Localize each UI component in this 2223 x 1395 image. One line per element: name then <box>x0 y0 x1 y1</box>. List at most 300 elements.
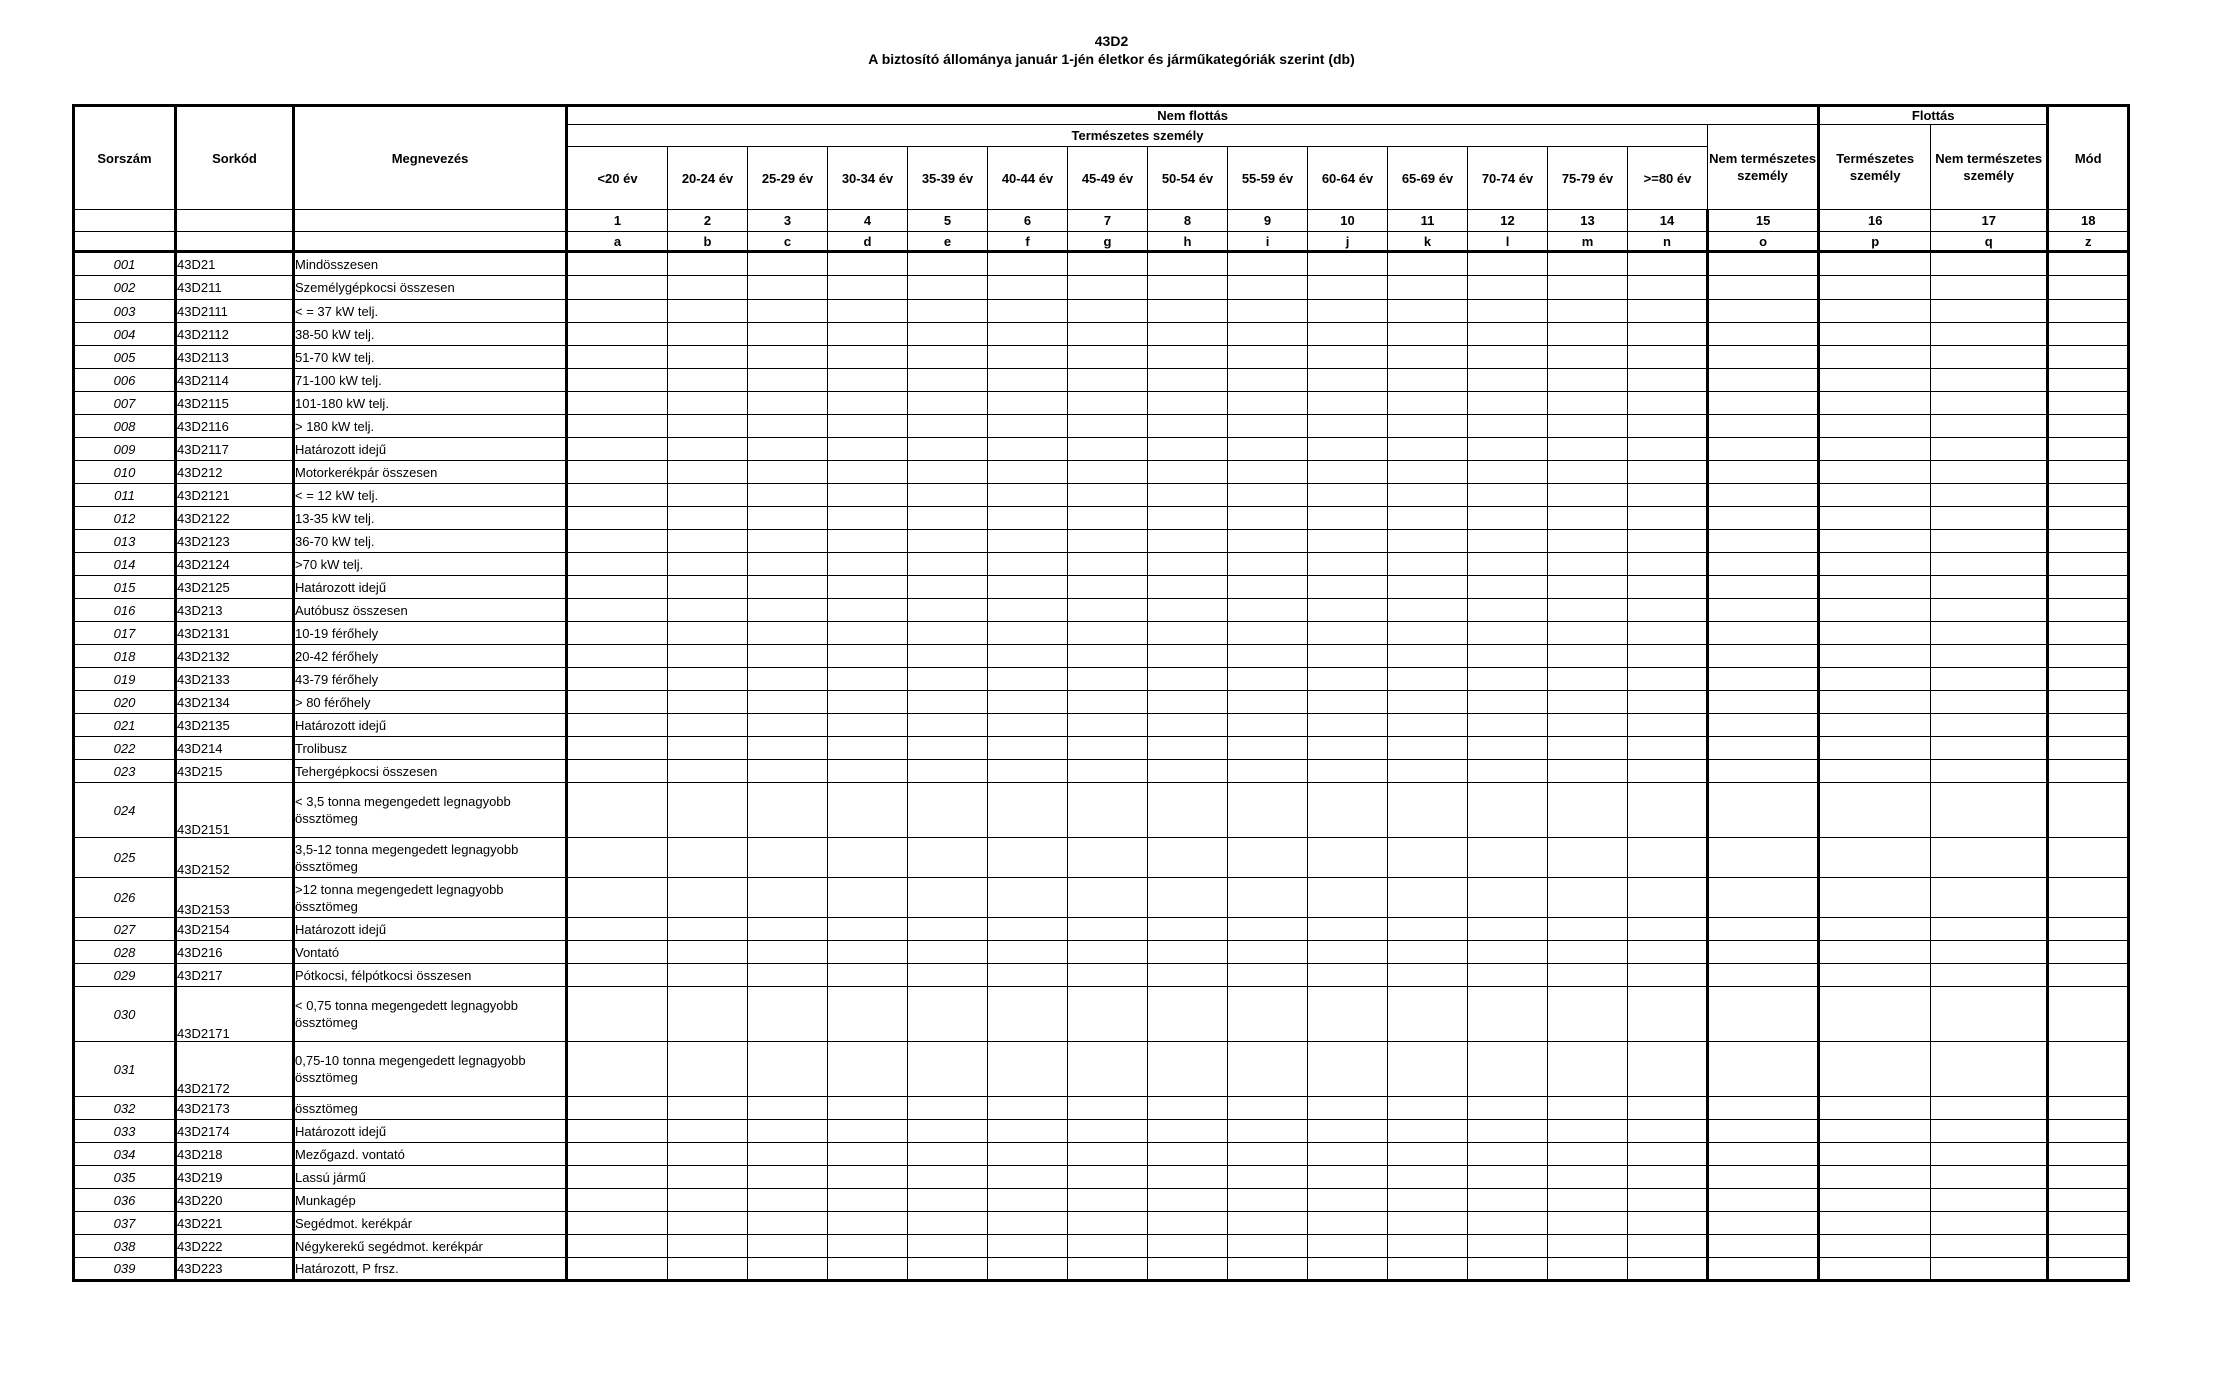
data-cell[interactable] <box>1068 530 1148 553</box>
data-cell[interactable] <box>1468 645 1548 668</box>
data-cell[interactable] <box>668 1042 748 1097</box>
data-cell[interactable] <box>567 878 668 918</box>
data-cell[interactable] <box>1388 438 1468 461</box>
data-cell[interactable] <box>1628 415 1708 438</box>
data-cell[interactable] <box>1931 987 2048 1042</box>
data-cell[interactable] <box>748 1143 828 1166</box>
data-cell[interactable] <box>1308 553 1388 576</box>
data-cell[interactable] <box>1148 484 1228 507</box>
data-cell[interactable] <box>1931 484 2048 507</box>
data-cell[interactable] <box>908 737 988 760</box>
data-cell[interactable] <box>1068 760 1148 783</box>
data-cell[interactable] <box>988 783 1068 838</box>
data-cell[interactable] <box>1548 1258 1628 1281</box>
data-cell[interactable] <box>828 691 908 714</box>
data-cell[interactable] <box>1819 838 1931 878</box>
data-cell[interactable] <box>2048 576 2129 599</box>
data-cell[interactable] <box>1148 599 1228 622</box>
data-cell[interactable] <box>828 878 908 918</box>
data-cell[interactable] <box>2048 1166 2129 1189</box>
data-cell[interactable] <box>2048 438 2129 461</box>
data-cell[interactable] <box>567 507 668 530</box>
data-cell[interactable] <box>988 918 1068 941</box>
data-cell[interactable] <box>668 691 748 714</box>
data-cell[interactable] <box>828 415 908 438</box>
data-cell[interactable] <box>1388 300 1468 323</box>
data-cell[interactable] <box>1708 276 1819 300</box>
data-cell[interactable] <box>1308 878 1388 918</box>
data-cell[interactable] <box>1819 553 1931 576</box>
data-cell[interactable] <box>908 252 988 276</box>
data-cell[interactable] <box>828 760 908 783</box>
data-cell[interactable] <box>1931 622 2048 645</box>
data-cell[interactable] <box>1628 1166 1708 1189</box>
data-cell[interactable] <box>988 507 1068 530</box>
data-cell[interactable] <box>1068 1097 1148 1120</box>
data-cell[interactable] <box>1308 691 1388 714</box>
data-cell[interactable] <box>1148 1189 1228 1212</box>
data-cell[interactable] <box>1548 714 1628 737</box>
data-cell[interactable] <box>1388 964 1468 987</box>
data-cell[interactable] <box>988 438 1068 461</box>
data-cell[interactable] <box>2048 369 2129 392</box>
data-cell[interactable] <box>1931 714 2048 737</box>
data-cell[interactable] <box>1931 252 2048 276</box>
data-cell[interactable] <box>1628 599 1708 622</box>
data-cell[interactable] <box>567 1042 668 1097</box>
data-cell[interactable] <box>828 668 908 691</box>
data-cell[interactable] <box>1628 323 1708 346</box>
data-cell[interactable] <box>1931 691 2048 714</box>
data-cell[interactable] <box>1819 1235 1931 1258</box>
data-cell[interactable] <box>988 599 1068 622</box>
data-cell[interactable] <box>748 964 828 987</box>
data-cell[interactable] <box>1228 783 1308 838</box>
data-cell[interactable] <box>1548 415 1628 438</box>
data-cell[interactable] <box>1708 1120 1819 1143</box>
data-cell[interactable] <box>828 1120 908 1143</box>
data-cell[interactable] <box>1468 1166 1548 1189</box>
data-cell[interactable] <box>748 1120 828 1143</box>
data-cell[interactable] <box>668 838 748 878</box>
data-cell[interactable] <box>1819 783 1931 838</box>
data-cell[interactable] <box>1628 438 1708 461</box>
data-cell[interactable] <box>1819 392 1931 415</box>
data-cell[interactable] <box>1148 1235 1228 1258</box>
data-cell[interactable] <box>1468 438 1548 461</box>
data-cell[interactable] <box>2048 941 2129 964</box>
data-cell[interactable] <box>1228 941 1308 964</box>
data-cell[interactable] <box>1228 1120 1308 1143</box>
data-cell[interactable] <box>988 1166 1068 1189</box>
data-cell[interactable] <box>1388 507 1468 530</box>
data-cell[interactable] <box>828 530 908 553</box>
data-cell[interactable] <box>1468 987 1548 1042</box>
data-cell[interactable] <box>1308 941 1388 964</box>
data-cell[interactable] <box>1819 1143 1931 1166</box>
data-cell[interactable] <box>1708 737 1819 760</box>
data-cell[interactable] <box>748 1235 828 1258</box>
data-cell[interactable] <box>567 576 668 599</box>
data-cell[interactable] <box>1708 622 1819 645</box>
data-cell[interactable] <box>908 622 988 645</box>
data-cell[interactable] <box>1068 252 1148 276</box>
data-cell[interactable] <box>908 878 988 918</box>
data-cell[interactable] <box>1308 415 1388 438</box>
data-cell[interactable] <box>567 987 668 1042</box>
data-cell[interactable] <box>1308 346 1388 369</box>
data-cell[interactable] <box>1308 918 1388 941</box>
data-cell[interactable] <box>748 346 828 369</box>
data-cell[interactable] <box>908 1042 988 1097</box>
data-cell[interactable] <box>567 438 668 461</box>
data-cell[interactable] <box>1388 918 1468 941</box>
data-cell[interactable] <box>1068 1189 1148 1212</box>
data-cell[interactable] <box>828 369 908 392</box>
data-cell[interactable] <box>1228 392 1308 415</box>
data-cell[interactable] <box>988 484 1068 507</box>
data-cell[interactable] <box>828 1166 908 1189</box>
data-cell[interactable] <box>1819 300 1931 323</box>
data-cell[interactable] <box>828 1212 908 1235</box>
data-cell[interactable] <box>1708 1143 1819 1166</box>
data-cell[interactable] <box>2048 1212 2129 1235</box>
data-cell[interactable] <box>1548 276 1628 300</box>
data-cell[interactable] <box>2048 392 2129 415</box>
data-cell[interactable] <box>748 507 828 530</box>
data-cell[interactable] <box>668 252 748 276</box>
data-cell[interactable] <box>1628 878 1708 918</box>
data-cell[interactable] <box>668 1258 748 1281</box>
data-cell[interactable] <box>1708 1258 1819 1281</box>
data-cell[interactable] <box>1548 300 1628 323</box>
data-cell[interactable] <box>1068 553 1148 576</box>
data-cell[interactable] <box>668 737 748 760</box>
data-cell[interactable] <box>567 964 668 987</box>
data-cell[interactable] <box>567 941 668 964</box>
data-cell[interactable] <box>748 941 828 964</box>
data-cell[interactable] <box>1148 760 1228 783</box>
data-cell[interactable] <box>1819 714 1931 737</box>
data-cell[interactable] <box>988 553 1068 576</box>
data-cell[interactable] <box>1548 1212 1628 1235</box>
data-cell[interactable] <box>1819 1189 1931 1212</box>
data-cell[interactable] <box>1628 553 1708 576</box>
data-cell[interactable] <box>1548 941 1628 964</box>
data-cell[interactable] <box>1468 964 1548 987</box>
data-cell[interactable] <box>1548 838 1628 878</box>
data-cell[interactable] <box>988 323 1068 346</box>
data-cell[interactable] <box>908 941 988 964</box>
data-cell[interactable] <box>1148 691 1228 714</box>
data-cell[interactable] <box>1068 622 1148 645</box>
data-cell[interactable] <box>2048 599 2129 622</box>
data-cell[interactable] <box>1819 507 1931 530</box>
data-cell[interactable] <box>2048 691 2129 714</box>
data-cell[interactable] <box>828 461 908 484</box>
data-cell[interactable] <box>1708 323 1819 346</box>
data-cell[interactable] <box>1228 1042 1308 1097</box>
data-cell[interactable] <box>988 714 1068 737</box>
data-cell[interactable] <box>988 346 1068 369</box>
data-cell[interactable] <box>1308 987 1388 1042</box>
data-cell[interactable] <box>1308 392 1388 415</box>
data-cell[interactable] <box>1388 737 1468 760</box>
data-cell[interactable] <box>1308 714 1388 737</box>
data-cell[interactable] <box>1228 530 1308 553</box>
data-cell[interactable] <box>567 1166 668 1189</box>
data-cell[interactable] <box>748 1097 828 1120</box>
data-cell[interactable] <box>668 392 748 415</box>
data-cell[interactable] <box>668 415 748 438</box>
data-cell[interactable] <box>1388 645 1468 668</box>
data-cell[interactable] <box>668 622 748 645</box>
data-cell[interactable] <box>1468 276 1548 300</box>
data-cell[interactable] <box>908 461 988 484</box>
data-cell[interactable] <box>908 599 988 622</box>
data-cell[interactable] <box>748 576 828 599</box>
data-cell[interactable] <box>908 369 988 392</box>
data-cell[interactable] <box>1628 276 1708 300</box>
data-cell[interactable] <box>668 941 748 964</box>
data-cell[interactable] <box>1068 737 1148 760</box>
data-cell[interactable] <box>1708 691 1819 714</box>
data-cell[interactable] <box>988 369 1068 392</box>
data-cell[interactable] <box>2048 346 2129 369</box>
data-cell[interactable] <box>1388 941 1468 964</box>
data-cell[interactable] <box>2048 415 2129 438</box>
data-cell[interactable] <box>1068 645 1148 668</box>
data-cell[interactable] <box>1628 461 1708 484</box>
data-cell[interactable] <box>748 622 828 645</box>
data-cell[interactable] <box>1228 668 1308 691</box>
data-cell[interactable] <box>1228 1097 1308 1120</box>
data-cell[interactable] <box>1931 918 2048 941</box>
data-cell[interactable] <box>1068 838 1148 878</box>
data-cell[interactable] <box>1708 987 1819 1042</box>
data-cell[interactable] <box>1468 576 1548 599</box>
data-cell[interactable] <box>1068 300 1148 323</box>
data-cell[interactable] <box>1228 252 1308 276</box>
data-cell[interactable] <box>1068 1235 1148 1258</box>
data-cell[interactable] <box>1148 964 1228 987</box>
data-cell[interactable] <box>1931 668 2048 691</box>
data-cell[interactable] <box>1388 1097 1468 1120</box>
data-cell[interactable] <box>1548 599 1628 622</box>
data-cell[interactable] <box>1308 1258 1388 1281</box>
data-cell[interactable] <box>988 838 1068 878</box>
data-cell[interactable] <box>567 369 668 392</box>
data-cell[interactable] <box>2048 878 2129 918</box>
data-cell[interactable] <box>2048 323 2129 346</box>
data-cell[interactable] <box>908 1097 988 1120</box>
data-cell[interactable] <box>1148 392 1228 415</box>
data-cell[interactable] <box>908 1189 988 1212</box>
data-cell[interactable] <box>748 987 828 1042</box>
data-cell[interactable] <box>1228 964 1308 987</box>
data-cell[interactable] <box>567 530 668 553</box>
data-cell[interactable] <box>2048 1120 2129 1143</box>
data-cell[interactable] <box>1148 369 1228 392</box>
data-cell[interactable] <box>1308 252 1388 276</box>
data-cell[interactable] <box>908 1120 988 1143</box>
data-cell[interactable] <box>567 918 668 941</box>
data-cell[interactable] <box>828 438 908 461</box>
data-cell[interactable] <box>1148 530 1228 553</box>
data-cell[interactable] <box>1388 484 1468 507</box>
data-cell[interactable] <box>2048 1258 2129 1281</box>
data-cell[interactable] <box>1308 760 1388 783</box>
data-cell[interactable] <box>1228 346 1308 369</box>
data-cell[interactable] <box>908 760 988 783</box>
data-cell[interactable] <box>908 918 988 941</box>
data-cell[interactable] <box>2048 1143 2129 1166</box>
data-cell[interactable] <box>1548 576 1628 599</box>
data-cell[interactable] <box>1708 461 1819 484</box>
data-cell[interactable] <box>988 964 1068 987</box>
data-cell[interactable] <box>1388 714 1468 737</box>
data-cell[interactable] <box>2048 300 2129 323</box>
data-cell[interactable] <box>1628 964 1708 987</box>
data-cell[interactable] <box>1388 346 1468 369</box>
data-cell[interactable] <box>1931 878 2048 918</box>
data-cell[interactable] <box>1548 1097 1628 1120</box>
data-cell[interactable] <box>1068 1120 1148 1143</box>
data-cell[interactable] <box>1819 1166 1931 1189</box>
data-cell[interactable] <box>2048 1189 2129 1212</box>
data-cell[interactable] <box>828 1235 908 1258</box>
data-cell[interactable] <box>668 918 748 941</box>
data-cell[interactable] <box>828 645 908 668</box>
data-cell[interactable] <box>1628 1189 1708 1212</box>
data-cell[interactable] <box>1548 553 1628 576</box>
data-cell[interactable] <box>1548 918 1628 941</box>
data-cell[interactable] <box>828 300 908 323</box>
data-cell[interactable] <box>1228 838 1308 878</box>
data-cell[interactable] <box>1931 300 2048 323</box>
data-cell[interactable] <box>1388 323 1468 346</box>
data-cell[interactable] <box>1931 1120 2048 1143</box>
data-cell[interactable] <box>1148 737 1228 760</box>
data-cell[interactable] <box>748 645 828 668</box>
data-cell[interactable] <box>1068 369 1148 392</box>
data-cell[interactable] <box>908 507 988 530</box>
data-cell[interactable] <box>1068 714 1148 737</box>
data-cell[interactable] <box>1068 415 1148 438</box>
data-cell[interactable] <box>828 918 908 941</box>
data-cell[interactable] <box>668 668 748 691</box>
data-cell[interactable] <box>668 438 748 461</box>
data-cell[interactable] <box>1228 369 1308 392</box>
data-cell[interactable] <box>1068 323 1148 346</box>
data-cell[interactable] <box>1819 668 1931 691</box>
data-cell[interactable] <box>1548 622 1628 645</box>
data-cell[interactable] <box>1068 783 1148 838</box>
data-cell[interactable] <box>567 622 668 645</box>
data-cell[interactable] <box>828 1258 908 1281</box>
data-cell[interactable] <box>1548 691 1628 714</box>
data-cell[interactable] <box>668 369 748 392</box>
data-cell[interactable] <box>988 691 1068 714</box>
data-cell[interactable] <box>668 1235 748 1258</box>
data-cell[interactable] <box>1468 941 1548 964</box>
data-cell[interactable] <box>1708 392 1819 415</box>
data-cell[interactable] <box>908 415 988 438</box>
data-cell[interactable] <box>1308 1189 1388 1212</box>
data-cell[interactable] <box>1468 369 1548 392</box>
data-cell[interactable] <box>1548 252 1628 276</box>
data-cell[interactable] <box>567 838 668 878</box>
data-cell[interactable] <box>1388 1189 1468 1212</box>
data-cell[interactable] <box>1628 369 1708 392</box>
data-cell[interactable] <box>1308 576 1388 599</box>
data-cell[interactable] <box>1819 1120 1931 1143</box>
data-cell[interactable] <box>1468 599 1548 622</box>
data-cell[interactable] <box>1468 346 1548 369</box>
data-cell[interactable] <box>1708 1235 1819 1258</box>
data-cell[interactable] <box>1548 1042 1628 1097</box>
data-cell[interactable] <box>567 1212 668 1235</box>
data-cell[interactable] <box>1388 668 1468 691</box>
data-cell[interactable] <box>1628 668 1708 691</box>
data-cell[interactable] <box>1308 1212 1388 1235</box>
data-cell[interactable] <box>1931 461 2048 484</box>
data-cell[interactable] <box>988 987 1068 1042</box>
data-cell[interactable] <box>1068 576 1148 599</box>
data-cell[interactable] <box>1228 737 1308 760</box>
data-cell[interactable] <box>1931 1212 2048 1235</box>
data-cell[interactable] <box>908 438 988 461</box>
data-cell[interactable] <box>567 276 668 300</box>
data-cell[interactable] <box>1228 323 1308 346</box>
data-cell[interactable] <box>1548 369 1628 392</box>
data-cell[interactable] <box>1148 838 1228 878</box>
data-cell[interactable] <box>988 252 1068 276</box>
data-cell[interactable] <box>1468 918 1548 941</box>
data-cell[interactable] <box>748 783 828 838</box>
data-cell[interactable] <box>1308 461 1388 484</box>
data-cell[interactable] <box>567 484 668 507</box>
data-cell[interactable] <box>908 1258 988 1281</box>
data-cell[interactable] <box>1628 484 1708 507</box>
data-cell[interactable] <box>828 622 908 645</box>
data-cell[interactable] <box>1628 838 1708 878</box>
data-cell[interactable] <box>1148 252 1228 276</box>
data-cell[interactable] <box>988 1212 1068 1235</box>
data-cell[interactable] <box>908 300 988 323</box>
data-cell[interactable] <box>1148 878 1228 918</box>
data-cell[interactable] <box>908 1143 988 1166</box>
data-cell[interactable] <box>1548 461 1628 484</box>
data-cell[interactable] <box>828 1143 908 1166</box>
data-cell[interactable] <box>1468 714 1548 737</box>
data-cell[interactable] <box>908 484 988 507</box>
data-cell[interactable] <box>1228 553 1308 576</box>
data-cell[interactable] <box>1548 783 1628 838</box>
data-cell[interactable] <box>828 987 908 1042</box>
data-cell[interactable] <box>1068 484 1148 507</box>
data-cell[interactable] <box>1308 1097 1388 1120</box>
data-cell[interactable] <box>908 276 988 300</box>
data-cell[interactable] <box>1068 1166 1148 1189</box>
data-cell[interactable] <box>1708 346 1819 369</box>
data-cell[interactable] <box>1388 760 1468 783</box>
data-cell[interactable] <box>748 438 828 461</box>
data-cell[interactable] <box>1308 1042 1388 1097</box>
data-cell[interactable] <box>1548 530 1628 553</box>
data-cell[interactable] <box>988 530 1068 553</box>
data-cell[interactable] <box>1708 878 1819 918</box>
